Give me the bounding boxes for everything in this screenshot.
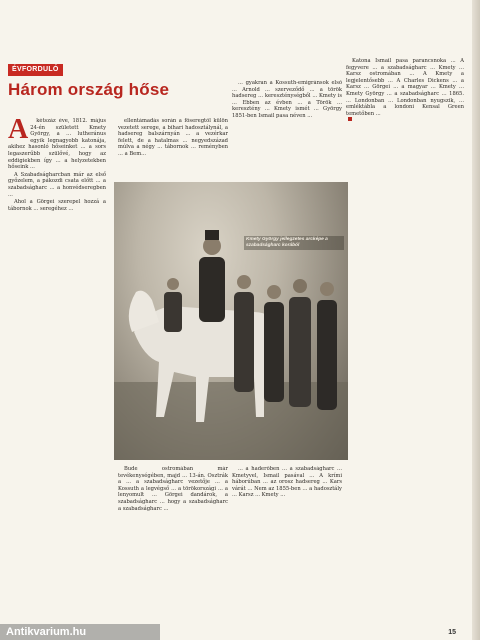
- article-title: Három ország hőse: [8, 80, 170, 99]
- photo-illustration: [114, 182, 348, 460]
- article-column-1: [8, 118, 106, 638]
- dropcap: A: [8, 118, 29, 145]
- article-column-3-bottom: [232, 466, 342, 636]
- historical-photo: [114, 182, 348, 460]
- page-spine: [472, 0, 480, 640]
- paragraph: Ahol a Görgei szerepel hozzá a tábornok ... seregéhez ...: [8, 199, 106, 212]
- paragraph: A Szabadságharcban már az első győzelem, a pákozdi csata előtt ... a szabadságharc ... a honvédseregben ...: [8, 171, 106, 198]
- end-of-article-mark: [348, 117, 352, 121]
- paragraph: ... a haderőben ... a szabadságharc ... Kmetyvel, Ismail pasával ... A krími háborúban ... az orosz hadsereg ... Kars várát ... Nem az 1855-ben ... a hadosztály ... Karsz ... Kmety ...: [232, 466, 342, 499]
- article-column-4: [346, 58, 464, 638]
- paragraph: Katona Ismail pasa parancsnoka ... A fegyvere ... a szabadságharc ... Kmety ... Karsz ostromában ... A Kmety a legjelentősebb ... A Charles Dickens ... a Karsz ... Görgei ... a magyar ... Kmety ... Kmety György ... a szabadságharc ... 1865. ... Londonban ... Londonban nyugszik, ... emléktábla a londoni Kensal Green temetőben ...: [346, 58, 464, 117]
- paragraph: kétszáz éve, 1812. május 24-én született Kmety György, a ... lutheránus egyik legnagyobb katonája, akihez hasonló hőseinket ... a sors legaszerűbb szülővé, hogy az eddigiekben így ... a helyzetekben hőseink ...: [8, 118, 106, 171]
- page-number: 15: [448, 629, 456, 636]
- article-column-2-top: [118, 118, 228, 178]
- paragraph: ... gyakran a Kossuth-emigránsok első ... Arnold ... szerveződő ... a török hadsereg ... kereszténységből ... Kmety is ... Ebben az évben ... a Török ... keresztény ... Kmety ismét ... György 1851-ben Ismail pasa néven ...: [232, 80, 342, 119]
- section-tag: ÉVFORDULÓ: [8, 64, 63, 76]
- photo-caption: Kmety György jellegzetes arcképe a szabadságharc korából: [244, 236, 344, 250]
- paragraph: ellentámadás során a főseregtől külön vezetett serege, a bihari hadosztálynál, a hadsereg balszárnyán ... a vezérkar felett, de a hatalmas ... negyedszázad múlva a négy ... tábornok ... reményben ... a Bem...: [118, 118, 228, 157]
- paragraph: Bude ostromában már tevékenységében, majd ... 13-án. Osztrák a ... a szabadságharc vezetője ... a Kossuth a legvégső ... a törökországi ... a lenyomult ... Görgei dandárok, a szabadságharc ... hogy a szabadságharc a szabadságharc ...: [118, 466, 228, 512]
- article-column-2-bottom: [118, 466, 228, 636]
- watermark: Antikvarium.hu: [0, 624, 160, 640]
